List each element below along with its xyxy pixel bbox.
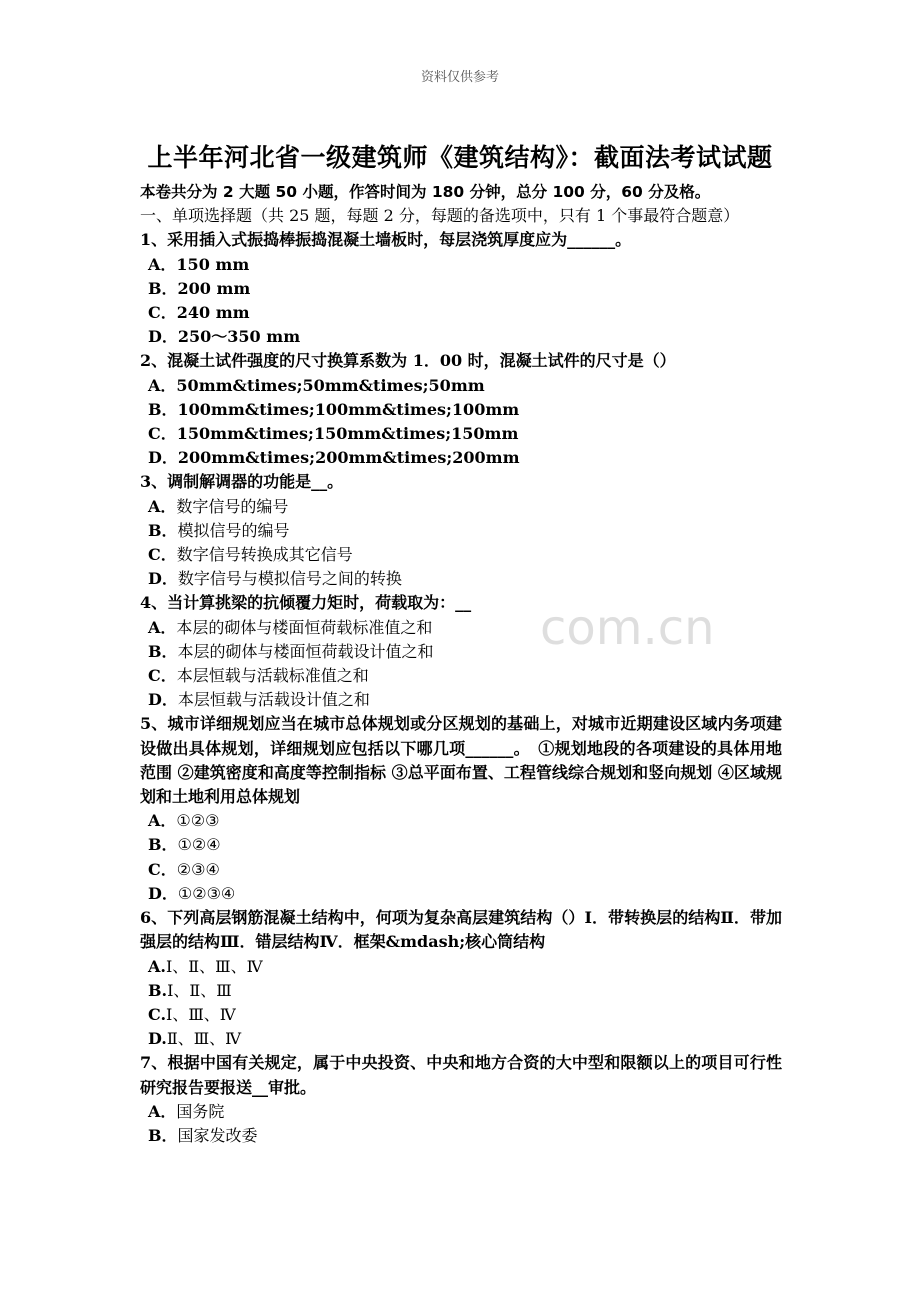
option-text: 200mm&times;200mm&times;200mm xyxy=(177,448,520,468)
option-d xyxy=(148,325,782,349)
option-label: B． xyxy=(148,1125,178,1145)
option-text: 240 mm xyxy=(176,303,250,323)
question-stem: 1、采用插入式振捣棒振捣混凝土墙板时，每层浇筑厚度应为______。 xyxy=(140,230,632,250)
option-label: B． xyxy=(148,520,178,540)
option-d xyxy=(148,688,782,712)
option-text: 150 mm xyxy=(176,254,250,274)
question-stem: 3、调制解调器的功能是__。 xyxy=(140,472,344,492)
option-d xyxy=(148,567,782,591)
option-text: 数字信号转换成其它信号 xyxy=(176,545,353,565)
option-c xyxy=(148,422,782,446)
question-stem: 6、下列高层钢筋混凝土结构中，何项为复杂高层建筑结构（）Ⅰ．带转换层的结构Ⅱ．带加强层的结构Ⅲ．错层结构Ⅳ．框架&mdash;核心筒结构 xyxy=(140,908,782,952)
option-label: D． xyxy=(148,690,178,710)
option-text: 250～350 mm xyxy=(177,327,301,347)
option-label: D． xyxy=(148,569,178,589)
option-label: A. xyxy=(148,956,166,976)
option-text: Ⅰ、Ⅱ、Ⅲ xyxy=(167,980,232,1000)
option-text: ①②③ xyxy=(176,811,220,831)
option-a xyxy=(148,374,782,398)
option-b xyxy=(148,277,782,301)
section-heading: 一、单项选择题（共 25 题，每题 2 分，每题的备选项中，只有 1 个事最符合题意） xyxy=(140,206,740,226)
option-text: 本层恒载与活载设计值之和 xyxy=(177,690,370,710)
option-label: A． xyxy=(148,375,177,395)
option-label: C． xyxy=(148,303,177,323)
option-a xyxy=(148,253,782,277)
option-text: 国务院 xyxy=(176,1101,225,1121)
option-label: C． xyxy=(148,545,177,565)
option-text: 200 mm xyxy=(177,278,251,298)
question-3 xyxy=(140,470,782,591)
option-a xyxy=(148,495,782,519)
option-c xyxy=(148,858,782,882)
option-label: A． xyxy=(148,811,177,831)
option-text: 本层的砌体与楼面恒荷载设计值之和 xyxy=(177,641,434,661)
option-label: D． xyxy=(148,327,178,347)
option-label: A． xyxy=(148,496,177,516)
option-label: C． xyxy=(148,859,177,879)
option-label: B． xyxy=(148,641,178,661)
option-c xyxy=(148,664,782,688)
question-2 xyxy=(140,349,782,470)
page-header-note: 资料仅供参考 xyxy=(420,70,499,85)
option-d xyxy=(148,882,782,906)
option-text: 100mm&times;100mm&times;100mm xyxy=(177,399,520,419)
option-label: B． xyxy=(148,278,178,298)
question-6 xyxy=(140,906,782,1051)
option-a xyxy=(148,955,782,979)
option-text: Ⅰ、Ⅲ、Ⅳ xyxy=(166,1004,236,1024)
exam-intro: 本卷共分为 2 大题 50 小题，作答时间为 180 分钟，总分 100 分，60 分及格。 xyxy=(140,183,711,201)
option-text: 150mm&times;150mm&times;150mm xyxy=(176,424,519,444)
exam-content xyxy=(140,180,782,1148)
option-label: A． xyxy=(148,254,177,274)
option-label: A． xyxy=(148,1101,177,1121)
option-label: A． xyxy=(148,617,177,637)
option-b xyxy=(148,833,782,857)
option-text: 本层的砌体与楼面恒荷载标准值之和 xyxy=(176,617,433,637)
option-c xyxy=(148,543,782,567)
option-text: 国家发改委 xyxy=(177,1125,258,1145)
document-title: 上半年河北省一级建筑师《建筑结构》：截面法考试试题 xyxy=(147,143,773,172)
option-label: D. xyxy=(148,1029,167,1049)
option-text: ②③④ xyxy=(176,859,220,879)
option-text: 本层恒载与活载标准值之和 xyxy=(176,666,369,686)
option-b xyxy=(148,1124,782,1148)
option-c xyxy=(148,1003,782,1027)
question-7 xyxy=(140,1051,782,1148)
option-label: C. xyxy=(148,1004,167,1024)
option-d xyxy=(148,446,782,470)
option-label: D． xyxy=(148,448,178,468)
option-label: D． xyxy=(148,883,178,903)
option-label: C． xyxy=(148,424,177,444)
option-b xyxy=(148,979,782,1003)
option-text: Ⅰ、Ⅱ、Ⅲ、Ⅳ xyxy=(165,956,263,976)
option-b xyxy=(148,398,782,422)
option-d xyxy=(148,1027,782,1051)
option-c xyxy=(148,301,782,325)
option-label: B． xyxy=(148,835,178,855)
question-1 xyxy=(140,228,782,349)
option-label: B. xyxy=(148,980,168,1000)
question-stem: 2、混凝土试件强度的尺寸换算系数为 1．00 时，混凝土试件的尺寸是（） xyxy=(140,351,676,371)
watermark: com.cn xyxy=(540,600,715,656)
option-a xyxy=(148,809,782,833)
option-text: 数字信号的编号 xyxy=(176,496,289,516)
option-text: 50mm&times;50mm&times;50mm xyxy=(176,375,485,395)
option-label: C． xyxy=(148,666,177,686)
question-stem: 7、根据中国有关规定，属于中央投资、中央和地方合资的大中型和限额以上的项目可行性研究报告要报送__审批。 xyxy=(140,1053,782,1097)
option-b xyxy=(148,519,782,543)
option-label: B． xyxy=(148,399,178,419)
option-a xyxy=(148,1100,782,1124)
option-text: 模拟信号的编号 xyxy=(177,520,290,540)
option-text: ①②③④ xyxy=(177,883,236,903)
option-text: 数字信号与模拟信号之间的转换 xyxy=(177,569,402,589)
option-text: Ⅱ、Ⅲ、Ⅳ xyxy=(166,1029,242,1049)
option-text: ①②④ xyxy=(177,835,221,855)
question-stem: 4、当计算挑梁的抗倾覆力矩时，荷载取为：__ xyxy=(140,593,472,613)
question-stem: 5、城市详细规划应当在城市总体规划或分区规划的基础上，对城市近期建设区域内务项建设做出具体规划，详细规划应包括以下哪几项______。 ①规划地段的各项建设的具体用地范围 ②建筑密度和高度等控制指标 ③总平面布置、工程管线综合规划和竖向规划 ④区域规划和土地利用总体规划 xyxy=(140,714,782,807)
question-5 xyxy=(140,712,782,906)
